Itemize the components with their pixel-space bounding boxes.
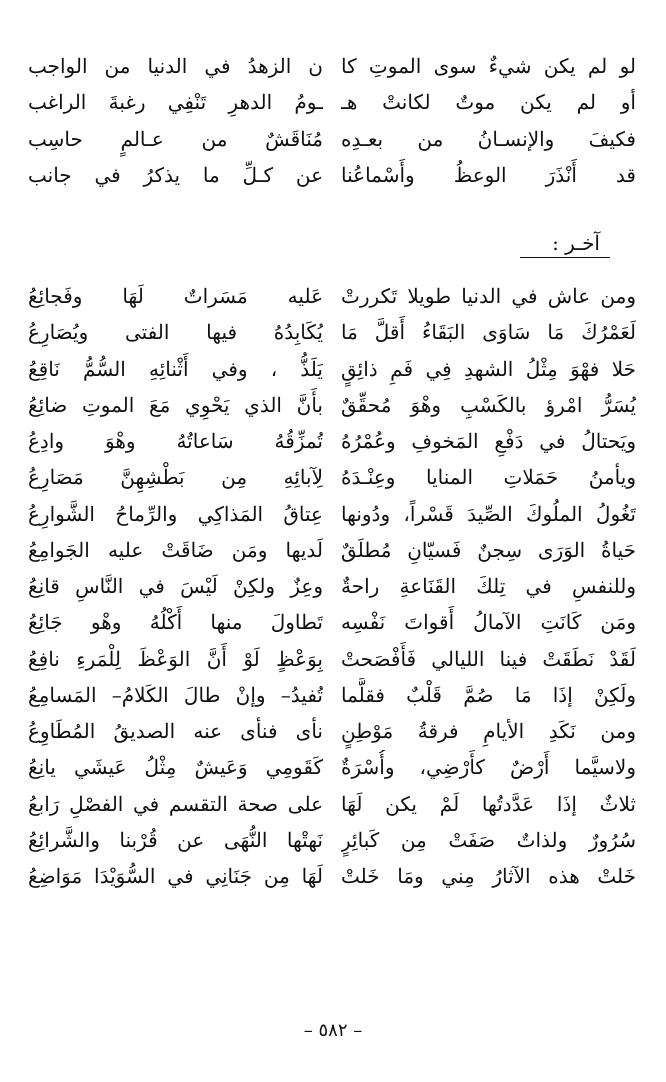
first-hemistich: ومَن كَانَتِ الآمالُ أَقواتَ نَفْسِه — [341, 610, 636, 635]
first-hemistich: ومن عاش في الدنيا طويلا تَكررتْ — [341, 284, 636, 308]
verse-line — [28, 714, 636, 749]
verse-line — [28, 642, 636, 677]
second-hemistich: عن كـلِّ ما يذكرُ في جانب — [28, 162, 323, 187]
first-hemistich: حَلا فهْوَ مِثْلُ الشهدِ فِي فَمِ ذائِقٍ — [341, 356, 636, 381]
first-hemistich: أو لم يكن موتٌ لكانتْ هـ — [341, 90, 636, 115]
first-hemistich: ولاسيَّما أَرْضٌ كأَرْضِي، وأُسْرَةٌ — [341, 755, 636, 780]
second-hemistich: عَليه مَسَراتٌ لَهَا وفَجائِعُ — [28, 284, 323, 308]
verse-line — [28, 569, 636, 604]
second-hemistich: لَهَا مِن جَنَانِي في السُّوَيْدَا مَوَاضِعُ — [28, 864, 323, 888]
second-hemistich: وعِزٌ ولكِنْ لَيْسَ في النَّاسِ قانِعُ — [28, 574, 323, 598]
second-hemistich: نَهتْها النُّهَى عن قُرْبنا والشَّرائِعُ — [28, 827, 323, 852]
verse-line — [28, 49, 636, 84]
first-hemistich: وللنفسِ في تِلكَ القَنَاعةِ راحةٌ — [341, 574, 636, 598]
second-hemistich: كَقَومِي وَعَيشٌ مِثْلُ عَيشَي يانِعُ — [28, 755, 323, 780]
first-hemistich: فكيفَ والإنسـانُ من بعـدِه — [341, 126, 636, 151]
heading-underline — [520, 257, 610, 258]
second-hemistich: يَلَذُّ ، وفي أَثْنائِهِ السُّمُّ نَاقِعُ — [28, 356, 323, 381]
second-hemistich: يُكَابِدُهُ فيها الفتى ويُصَارِعُ — [28, 320, 323, 345]
first-hemistich: سُرُورٌ ولذاتٌ صَفَتْ مِن كَبائِرٍ — [341, 827, 636, 852]
page-number: – ٥٨٢ – — [303, 1020, 363, 1041]
verse-line — [28, 533, 636, 568]
verse-line — [28, 424, 636, 459]
verse-line — [28, 388, 636, 423]
first-hemistich: يُسَرُّ امْرؤ بالكَسْبِ وهْوَ مُحقِّقٌ — [341, 392, 636, 417]
second-hemistich: لَديها ومَن ضَاقَتْ عليه الجَوامِعُ — [28, 537, 323, 562]
second-hemistich: على صحة التقسم في الفصْلِ رَابعُ — [28, 791, 323, 816]
second-hemistich: لِآبائِهِ مِن بَطْشِهِنَّ مَصَارِعُ — [28, 465, 323, 490]
verse-line — [28, 85, 636, 120]
second-hemistich: تَطاولَ منها أَكْلُهُ وهْو جَائِعُ — [28, 610, 323, 635]
second-hemistich: تُمزِّقُهُ سَاعاتُهُ وهْوَ وادِعُ — [28, 429, 323, 453]
verse-line — [28, 823, 636, 858]
verse-line — [28, 787, 636, 822]
verse-line — [28, 122, 636, 157]
verse-line — [28, 158, 636, 193]
verse-line — [28, 750, 636, 785]
second-hemistich: ـومُ الدهرِ تَنْفِي رغبةَ الراغب — [28, 90, 323, 115]
first-hemistich: تَغُولُ الملُوكَ الصِّيدَ قَسْراً، ودُونها — [341, 501, 636, 526]
section-heading: آخـر : — [552, 231, 600, 255]
second-hemistich: نأى فنأى عنه الصديقُ المُطَاوِعُ — [28, 719, 323, 743]
verse-line — [28, 678, 636, 713]
verse-line — [28, 605, 636, 640]
second-hemistich: عِتاقُ المَذاكِي والرِّماحُ الشَّوارِعُ — [28, 501, 323, 526]
first-hemistich: لو لم يكن شيءٌ سوى الموتِ كا — [341, 54, 636, 78]
second-hemistich: ن الزهدُ في الدنيا من الواجب — [28, 54, 323, 78]
second-hemistich: تُفيدُ– وإنْ طالَ الكَلامُ– المَسامِعُ — [28, 682, 323, 707]
verse-line — [28, 859, 636, 894]
first-hemistich: لَعَمْرُكَ مَا سَاوَى البَقَاءُ أَقلَّ مَا — [341, 320, 636, 345]
first-hemistich: ومن نَكَدِ الأيامِ فرقةُ مَوْطِنٍ — [341, 719, 636, 743]
second-hemistich: مُنَاقَشٌ من عـالمٍ حاسِب — [28, 126, 323, 151]
first-hemistich: ويأمنُ حَمَلاتِ المنايا وعِنْـدَهُ — [341, 465, 636, 490]
first-hemistich: قد أَنْذَرَ الوعظُ وأَسْماعُنا — [341, 162, 636, 187]
first-hemistich: لَقَدْ نَطَقَتْ فينا الليالي فَأَفْصَحتْ — [341, 646, 636, 671]
verse-line — [28, 460, 636, 495]
verse-line — [28, 279, 636, 314]
verse-line — [28, 352, 636, 387]
first-hemistich: ويَحتالُ في دَفْعِ المَخوفِ وعُمْرُهُ — [341, 429, 636, 453]
first-hemistich: ثلاثٌ إذَا عَدَّدتُها لَمْ يكن لَهَا — [341, 791, 636, 816]
verse-line — [28, 315, 636, 350]
second-hemistich: بأَنَّ الذي يَحْوِي مَعَ الموتِ ضائِعُ — [28, 392, 323, 417]
verse-line — [28, 497, 636, 532]
first-hemistich: خَلتْ هذه الآثارُ مِني ومَا خَلتْ — [341, 864, 636, 888]
first-hemistich: ولَكِنْ إذَا مَا صُمَّ قَلْبٌ فقلَّما — [341, 682, 636, 707]
first-hemistich: حَياةُ الوَرَى سِجنٌ فَسيّانِ مُطلَقٌ — [341, 537, 636, 562]
second-hemistich: بِوَعْظٍ لَوْ أَنَّ الوَعْظَ لِلْمَرءِ نافِعُ — [28, 646, 323, 671]
